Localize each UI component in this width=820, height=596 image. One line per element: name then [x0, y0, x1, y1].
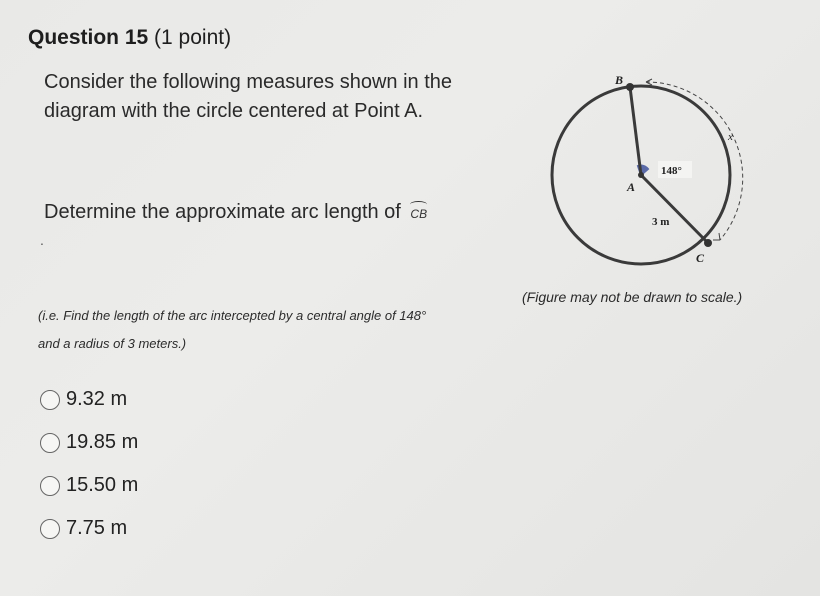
radio-button[interactable]: [40, 519, 60, 539]
option-label: 7.75 m: [66, 517, 128, 539]
point-c-dot: [704, 239, 712, 247]
figure-caption: (Figure may not be drawn to scale.): [522, 289, 743, 305]
answer-options: [40, 378, 138, 550]
question-points: (1 point): [154, 26, 232, 49]
point-b-dot: [626, 83, 634, 91]
radius-label: 3 m: [652, 216, 670, 228]
question-title: [28, 26, 231, 50]
radio-button[interactable]: [40, 476, 60, 496]
arc-name: CB: [410, 207, 428, 221]
question-number: Question 15: [28, 26, 149, 49]
option-label: 9.32 m: [66, 388, 128, 410]
stray-dot: .: [40, 232, 44, 248]
hint-line-1: (i.e. Find the length of the arc intercepted by a central angle of 148°: [38, 308, 427, 323]
angle-label: 148°: [661, 165, 682, 177]
hint-line-2: and a radius of 3 meters.): [38, 336, 187, 351]
answer-option-1[interactable]: [40, 378, 138, 421]
answer-option-2[interactable]: [40, 421, 138, 464]
arc-overline-icon: [410, 201, 427, 208]
answer-option-4[interactable]: [40, 507, 138, 550]
answer-option-3[interactable]: [40, 464, 138, 507]
arc-notation: [410, 203, 427, 221]
point-a-label: A: [627, 180, 636, 194]
arc-variable-label: x: [728, 131, 733, 143]
point-a-dot: [638, 172, 644, 178]
radio-button[interactable]: [40, 433, 60, 453]
determine-text: [44, 201, 427, 224]
hint-text: [38, 302, 498, 358]
option-label: 15.50 m: [66, 474, 139, 496]
question-prompt: Consider the following measures shown in the diagram with the circle centered at Point A.: [44, 71, 452, 122]
circle-diagram: [548, 70, 758, 275]
determine-label: Determine the approximate arc length of: [44, 201, 401, 223]
point-b-label: B: [615, 73, 624, 87]
point-c-label: C: [696, 251, 705, 265]
option-label: 19.85 m: [66, 431, 139, 453]
radius-ac: [641, 175, 708, 243]
radio-button[interactable]: [40, 390, 60, 410]
arrow-head-c-icon: [713, 233, 720, 240]
radius-ab: [630, 87, 641, 175]
